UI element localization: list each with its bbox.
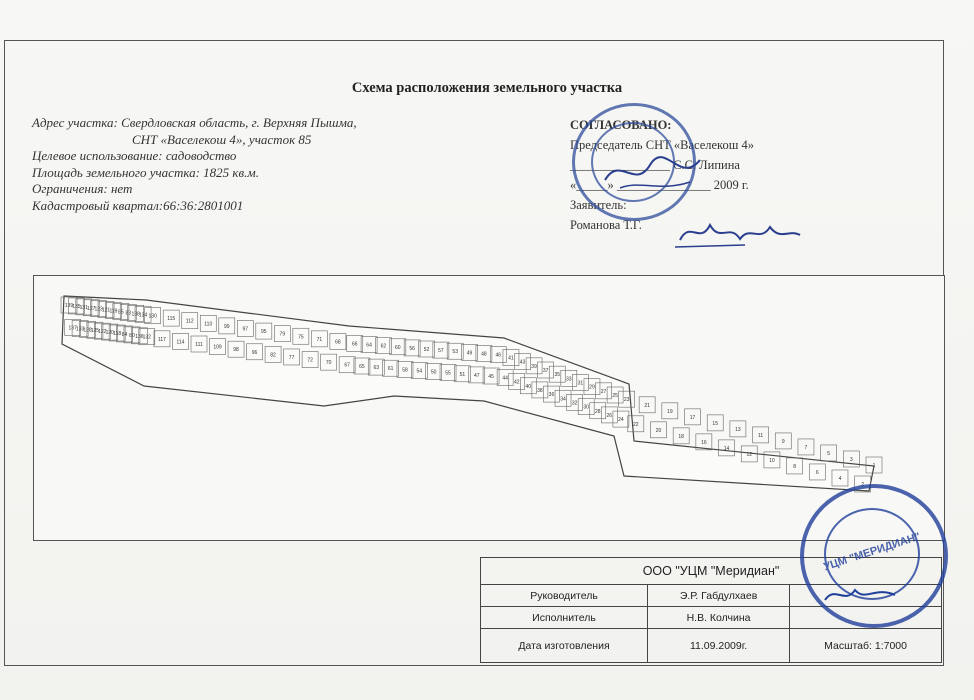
parcel-number: 37 xyxy=(542,368,549,374)
parcel-number: 131 xyxy=(79,304,88,311)
page-title: Схема расположения земельного участка xyxy=(351,80,623,96)
applicant-signature xyxy=(675,215,805,255)
parcel-number: 96 xyxy=(251,349,258,356)
parcel-number: 41 xyxy=(508,355,514,362)
company-name: ООО "УЦМ "Меридиан" xyxy=(481,558,942,585)
parcel-number: 83 xyxy=(125,310,132,317)
parcel-number: 135 xyxy=(72,303,81,310)
parcel-number: 42 xyxy=(513,379,520,386)
parcel-number: 79 xyxy=(279,331,286,338)
parcel-number: 120 xyxy=(105,330,114,337)
parcel-number: 45 xyxy=(488,374,494,380)
parcel-number: 26 xyxy=(606,412,613,419)
parcel-number: 112 xyxy=(185,318,194,325)
role-value: Э.Р. Габдулхаев xyxy=(648,585,790,607)
parcel-number: 53 xyxy=(452,349,458,356)
parcel-number: 50 xyxy=(430,369,437,376)
parcel-number: 119 xyxy=(109,308,118,315)
area-line: Площадь земельного участка: 1825 кв.м. xyxy=(32,164,259,180)
parcel-number: 54 xyxy=(416,368,423,375)
address-line-1: Адрес участка: Свердловская область, г. Верхняя Пышма, xyxy=(32,115,357,130)
parcel-number: 17 xyxy=(689,414,696,421)
parcel-number: 55 xyxy=(445,370,451,377)
parcel-number: 122 xyxy=(98,329,107,336)
parcel-number: 22 xyxy=(633,421,639,428)
parcel-number: 4 xyxy=(838,475,842,482)
parcel-number: 24 xyxy=(618,417,624,424)
parcel-number: 12 xyxy=(746,451,753,458)
parcel-number: 33 xyxy=(566,376,572,383)
chairman-signature-line: ________________ С.С. Липина xyxy=(570,158,740,172)
parcel-number: 18 xyxy=(678,433,684,440)
parcel-number: 128 xyxy=(83,327,92,334)
parcel-number: 137 xyxy=(68,325,77,332)
parcel-number: 110 xyxy=(204,321,213,328)
parcel-number: 111 xyxy=(195,342,203,348)
restrictions-line: Ограничения: нет xyxy=(32,181,133,196)
parcel-number: 125 xyxy=(90,328,100,335)
parcel-number: 99 xyxy=(223,323,230,330)
parcel-number: 28 xyxy=(594,408,601,415)
parcel-number: 35 xyxy=(554,372,561,379)
parcel-number: 14 xyxy=(723,445,730,452)
parcel-number: 138 xyxy=(131,311,140,318)
parcel-number: 80 xyxy=(129,332,135,339)
parcel-number: 32 xyxy=(571,400,578,407)
parcel-number: 15 xyxy=(712,420,718,427)
parcel-number: 70 xyxy=(325,360,332,367)
scale-value: Масштаб: 1:7000 xyxy=(790,629,942,663)
parcel-number: 38 xyxy=(537,387,543,394)
date-value: 11.09.2009г. xyxy=(648,629,790,663)
parcel-number: 7 xyxy=(804,444,808,451)
parcel-number: 118 xyxy=(113,331,122,338)
parcel-number: 16 xyxy=(701,439,707,446)
parcel-number: 68 xyxy=(335,339,341,346)
parcel-number: 77 xyxy=(288,354,295,361)
parcel-number: 97 xyxy=(242,326,249,333)
parcel-number: 121 xyxy=(101,307,111,314)
parcel-number: 134 xyxy=(138,312,148,319)
role-label: Исполнитель xyxy=(481,607,648,629)
parcel-number: 39 xyxy=(531,363,537,370)
parcel-number: 5 xyxy=(827,450,831,457)
parcel-number: 62 xyxy=(380,343,387,350)
parcel-number: 95 xyxy=(261,329,267,336)
parcel-number: 114 xyxy=(176,339,185,346)
parcel-number: 127 xyxy=(87,305,96,312)
parcel-number: 46 xyxy=(495,352,502,359)
parcel-number: 49 xyxy=(466,350,473,357)
parcel-number: 139 xyxy=(64,303,74,309)
parcel-number: 133 xyxy=(75,326,85,333)
parcel-number: 82 xyxy=(270,352,276,359)
parcel-number: 44 xyxy=(502,375,508,382)
parcel-number: 40 xyxy=(525,383,532,390)
parcel-number: 30 xyxy=(583,404,589,411)
parcel-number: 52 xyxy=(423,347,430,353)
parcel-number: 25 xyxy=(612,393,618,399)
site-plan-drawing xyxy=(34,276,944,540)
parcel-number: 71 xyxy=(316,336,323,343)
parcel-number: 11 xyxy=(757,432,764,439)
parcel-number: 85 xyxy=(118,309,124,316)
cadastral-line: Кадастровый квартал:66:36:2801001 xyxy=(32,197,244,213)
date-label: Дата изготовления xyxy=(481,629,648,663)
parcel-number: 31 xyxy=(577,380,584,387)
parcel-number: 3 xyxy=(849,456,853,463)
parcel-number: 130 xyxy=(148,313,157,320)
director-signature xyxy=(820,580,900,610)
applicant-name: Романова Т.Г. xyxy=(570,218,642,232)
parcel-number: 117 xyxy=(157,336,166,343)
parcel-number: 64 xyxy=(366,342,372,349)
approval-heading: СОГЛАСОВАНО: xyxy=(570,118,672,132)
parcel-number: 9 xyxy=(781,438,785,445)
parcel-number: 2 xyxy=(861,481,865,488)
parcel-number: 109 xyxy=(213,344,222,351)
parcel-number: 29 xyxy=(589,384,595,391)
parcel-number: 48 xyxy=(481,351,487,358)
parcel-number: 21 xyxy=(644,402,650,409)
parcel-number: 98 xyxy=(233,347,239,354)
parcel-number: 66 xyxy=(351,341,358,348)
parcel-number: 27 xyxy=(600,388,607,395)
parcel-number: 65 xyxy=(359,364,365,370)
approval-date-line: «_____» _______________ 2009 г. xyxy=(570,178,749,192)
company-stamp-text: УЦМ "МЕРИДИАН" xyxy=(822,530,922,574)
parcel-number: 1 xyxy=(872,463,876,469)
parcel-number: 115 xyxy=(167,316,176,323)
plot-info xyxy=(32,115,357,214)
parcel-number: 43 xyxy=(519,359,526,366)
role-value: Н.В. Колчина xyxy=(648,607,790,629)
address-line-2: СНТ «Васелекош 4», участок 85 xyxy=(132,131,312,147)
parcel-number: 75 xyxy=(298,334,304,341)
applicant-label: Заявитель: xyxy=(570,198,627,212)
parcel-number: 67 xyxy=(344,362,350,369)
purpose-line: Целевое использование: садоводство xyxy=(32,148,237,163)
parcel-number: 19 xyxy=(667,408,673,415)
chairman-signature xyxy=(600,150,710,195)
parcel-number: 8 xyxy=(793,463,796,470)
parcel-number: 136 xyxy=(135,333,144,340)
parcel-number: 60 xyxy=(395,344,401,351)
parcel-number: 63 xyxy=(373,365,380,372)
parcel-number: 13 xyxy=(735,426,741,433)
chairman-line: Председатель СНТ «Васелекош 4» xyxy=(570,138,754,152)
parcel-number: 61 xyxy=(387,366,394,373)
parcel-number: 123 xyxy=(94,306,103,313)
parcel-number: 10 xyxy=(769,457,775,464)
parcel-number: 58 xyxy=(402,367,408,374)
parcel-number: 132 xyxy=(142,334,151,341)
parcel-number: 47 xyxy=(473,372,480,379)
parcel-number: 57 xyxy=(438,348,444,355)
parcel-number: 51 xyxy=(459,371,466,378)
site-plan xyxy=(33,275,945,541)
parcel-number: 72 xyxy=(307,357,313,364)
parcel-number: 6 xyxy=(815,469,819,476)
parcel-number: 23 xyxy=(623,397,630,404)
role-label: Руководитель xyxy=(481,585,648,607)
parcel-number: 20 xyxy=(655,427,662,434)
parcel-number: 36 xyxy=(548,392,555,399)
parcel-number: 84 xyxy=(121,331,128,338)
parcel-number: 34 xyxy=(560,396,566,403)
parcel-number: 56 xyxy=(409,345,415,352)
